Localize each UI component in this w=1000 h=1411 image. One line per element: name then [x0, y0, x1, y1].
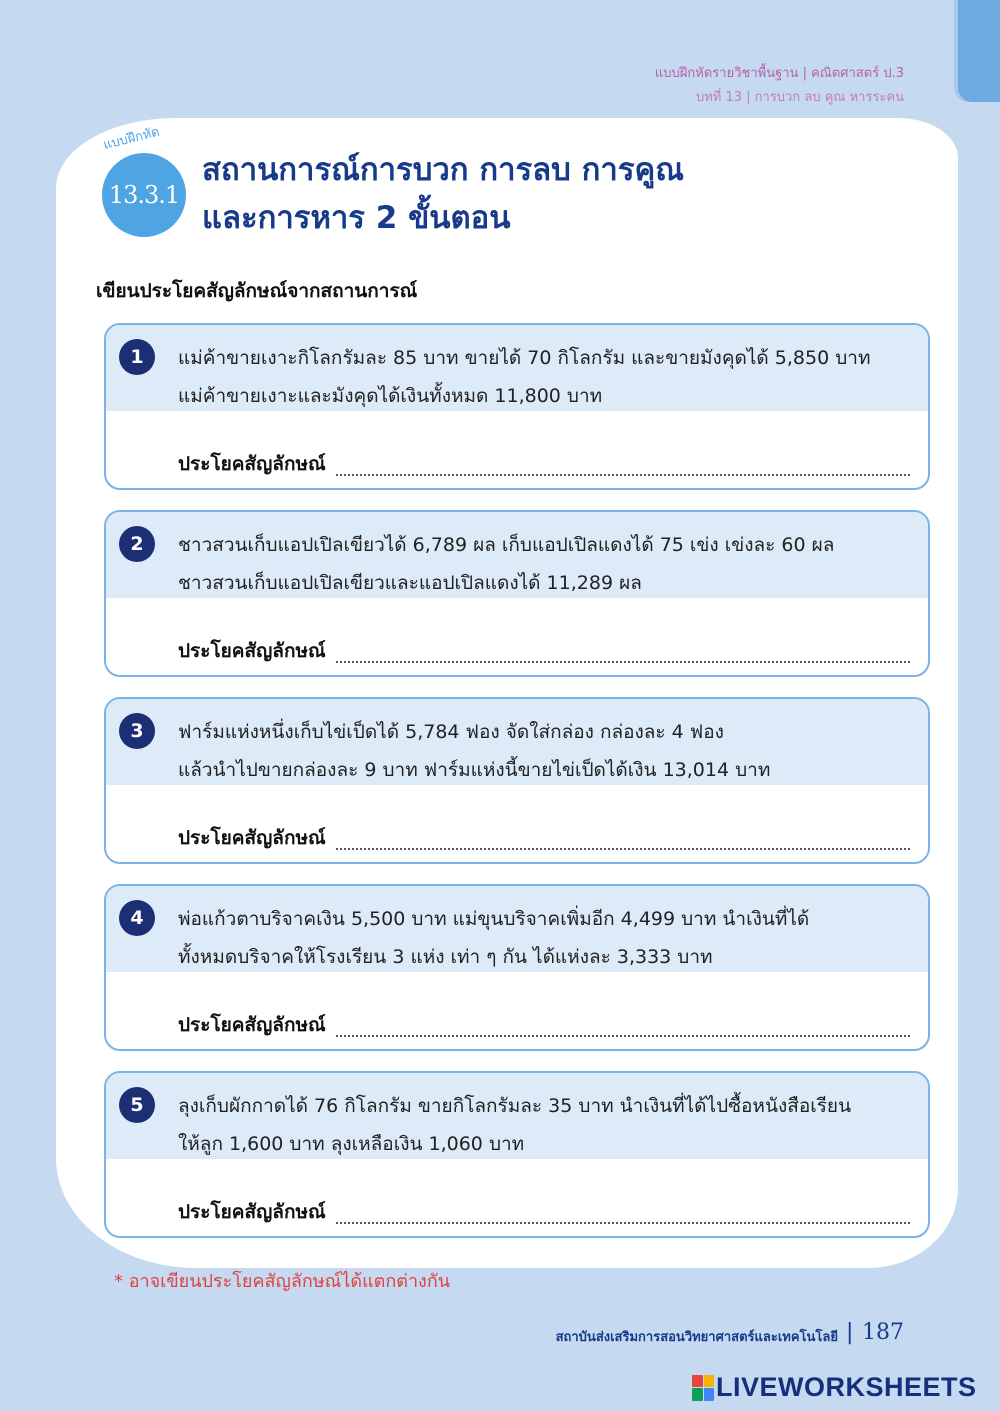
- liveworksheets-text: LIVEWORKSHEETS: [716, 1372, 977, 1402]
- footer-organization: สถาบันส่งเสริมการสอนวิทยาศาสตร์และเทคโนโลยี: [555, 1330, 838, 1345]
- liveworksheets-logo: [692, 1372, 977, 1403]
- page-number: 187: [862, 1320, 904, 1345]
- instruction-text: เขียนประโยคสัญลักษณ์จากสถานการณ์: [96, 280, 418, 302]
- problem-statement: [106, 886, 928, 972]
- problem-text-line: ลุงเก็บผักกาดได้ 76 กิโลกรัม ขายกิโลกรัมละ 35 บาท นำเงินที่ได้ไปซื้อหนังสือเรียน: [178, 1095, 852, 1117]
- answer-row: [178, 449, 910, 479]
- problem-text-line: แม่ค้าขายเงาะกิโลกรัมละ 85 บาท ขายได้ 70 กิโลกรัม และขายมังคุดได้ 5,850 บาท: [178, 347, 871, 369]
- problem-card-4: [104, 884, 930, 1051]
- answer-input-2[interactable]: [336, 643, 910, 663]
- logo-tile: [704, 1375, 715, 1388]
- logo-tile: [704, 1388, 715, 1401]
- answer-row: [178, 1010, 910, 1040]
- page-title: [202, 146, 684, 242]
- answer-row: [178, 1197, 910, 1227]
- answer-label: ประโยคสัญลักษณ์: [178, 827, 326, 849]
- exercise-number: 13.3.1: [108, 181, 180, 209]
- logo-tile: [692, 1375, 703, 1388]
- answer-label: ประโยคสัญลักษณ์: [178, 640, 326, 662]
- header-subject: แบบฝึกหัดรายวิชาพื้นฐาน | คณิตศาสตร์ ป.3: [654, 66, 904, 81]
- answer-input-4[interactable]: [336, 1017, 910, 1037]
- problem-card-5: [104, 1071, 930, 1238]
- answer-label: ประโยคสัญลักษณ์: [178, 453, 326, 475]
- exercise-badge: [102, 153, 186, 237]
- title-line-1: สถานการณ์การบวก การลบ การคูณ: [202, 152, 684, 188]
- answer-label: ประโยคสัญลักษณ์: [178, 1201, 326, 1223]
- answer-row: [178, 636, 910, 666]
- problem-number-badge: 5: [119, 1087, 155, 1123]
- problem-text-line: ให้ลูก 1,600 บาท ลุงเหลือเงิน 1,060 บาท: [178, 1133, 525, 1155]
- problem-statement: [106, 512, 928, 598]
- header-chapter: บทที่ 13 | การบวก ลบ คูณ หารระคน: [695, 90, 904, 105]
- problem-card-1: [104, 323, 930, 490]
- problem-card-2: [104, 510, 930, 677]
- exercise-label: แบบฝึกหัด: [101, 124, 162, 154]
- problem-number-badge: 4: [119, 900, 155, 936]
- problem-text-line: แล้วนำไปขายกล่องละ 9 บาท ฟาร์มแห่งนี้ขายไข่เป็ดได้เงิน 13,014 บาท: [178, 759, 771, 781]
- liveworksheets-icon: [692, 1375, 714, 1401]
- answer-label: ประโยคสัญลักษณ์: [178, 1014, 326, 1036]
- title-line-2: และการหาร 2 ขั้นตอน: [202, 200, 511, 236]
- logo-tile: [692, 1388, 703, 1401]
- answer-input-1[interactable]: [336, 456, 910, 476]
- footnote: * อาจเขียนประโยคสัญลักษณ์ได้แตกต่างกัน: [114, 1271, 451, 1292]
- problem-text-line: ทั้งหมดบริจาคให้โรงเรียน 3 แห่ง เท่า ๆ กัน ได้แห่งละ 3,333 บาท: [178, 946, 713, 968]
- problem-number-badge: 1: [119, 339, 155, 375]
- problem-statement: [106, 1073, 928, 1159]
- problem-number-badge: 2: [119, 526, 155, 562]
- answer-row: [178, 823, 910, 853]
- problem-list: [104, 323, 930, 1258]
- page-edge-tab: [958, 0, 1000, 102]
- problem-statement: [106, 325, 928, 411]
- problem-number-badge: 3: [119, 713, 155, 749]
- problem-statement: [106, 699, 928, 785]
- answer-input-3[interactable]: [336, 830, 910, 850]
- footer-separator: |: [846, 1320, 854, 1345]
- problem-text-line: ชาวสวนเก็บแอปเปิลเขียวได้ 6,789 ผล เก็บแอปเปิลแดงได้ 75 เข่ง เข่งละ 60 ผล: [178, 534, 835, 556]
- problem-card-3: [104, 697, 930, 864]
- problem-text-line: แม่ค้าขายเงาะและมังคุดได้เงินทั้งหมด 11,800 บาท: [178, 385, 603, 407]
- problem-text-line: ชาวสวนเก็บแอปเปิลเขียวและแอปเปิลแดงได้ 11,289 ผล: [178, 572, 642, 594]
- answer-input-5[interactable]: [336, 1204, 910, 1224]
- problem-text-line: พ่อแก้วตาบริจาคเงิน 5,500 บาท แม่ขุนบริจาคเพิ่มอีก 4,499 บาท นำเงินที่ได้: [178, 908, 810, 930]
- problem-text-line: ฟาร์มแห่งหนึ่งเก็บไข่เป็ดได้ 5,784 ฟอง จัดใส่กล่อง กล่องละ 4 ฟอง: [178, 721, 724, 743]
